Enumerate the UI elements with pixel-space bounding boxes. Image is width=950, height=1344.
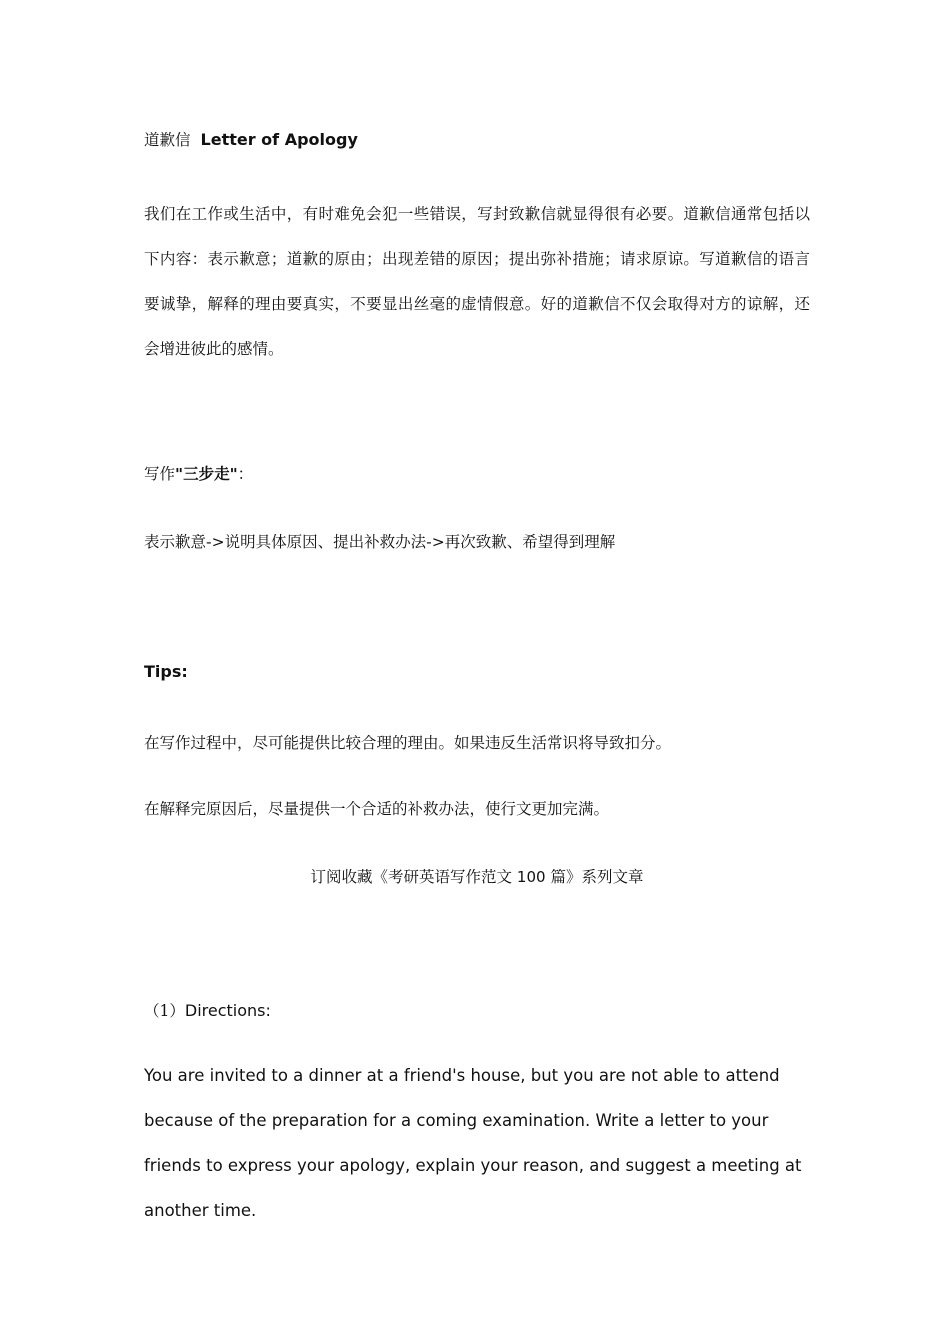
steps-heading-prefix: 写作	[144, 465, 176, 483]
tip-item-2: 在解释完原因后，尽量提供一个合适的补救办法，使行文更加完满。	[144, 800, 610, 818]
step-3: 再次致歉、希望得到理解	[444, 533, 616, 551]
intro-paragraph: 我们在工作或生活中，有时难免会犯一些错误，写封致歉信就显得很有必要。道歉信通常包括以下内容：表示歉意；道歉的原由；出现差错的原因；提出弥补措施；请求原谅。写道歉信的语言要诚挚，解释的理由要真实，不要显出丝毫的虚情假意。好的道歉信不仅会取得对方的谅解，还会增进彼此的感情。	[144, 205, 810, 358]
step-1: 表示歉意	[144, 533, 207, 551]
series-subscription-note	[144, 865, 810, 887]
steps-heading-suffix: ：	[237, 465, 254, 483]
title-chinese: 道歉信	[144, 131, 191, 149]
directions-number: （1）	[144, 1002, 185, 1020]
step-arrow-2: ->	[426, 533, 445, 551]
tip-item-1: 在写作过程中，尽可能提供比较合理的理由。如果违反生活常识将导致扣分。	[144, 734, 672, 752]
series-note-pre: 订阅收藏《考研英语写作范文	[310, 868, 512, 886]
step-2: 说明具体原因、提出补救办法	[224, 533, 427, 551]
series-note-post: 篇》系列文章	[550, 868, 644, 886]
task-paragraph: You are invited to a dinner at a friend's house, but you are not able to attend because of the preparation for a coming examination. Write a letter to your friends to express your apology, explain your reason, and suggest a meeting at another time.	[144, 1066, 802, 1220]
steps-heading	[144, 462, 810, 484]
directions-heading	[144, 999, 810, 1021]
steps-heading-quote: "三步走"	[175, 465, 238, 483]
step-arrow-1: ->	[206, 533, 225, 551]
steps-line	[144, 530, 810, 552]
directions-label: Directions:	[184, 1001, 271, 1020]
tips-heading: Tips:	[144, 662, 188, 681]
series-note-number: 100	[516, 868, 546, 886]
title-english: Letter of Apology	[200, 130, 358, 149]
document-title	[144, 128, 810, 150]
